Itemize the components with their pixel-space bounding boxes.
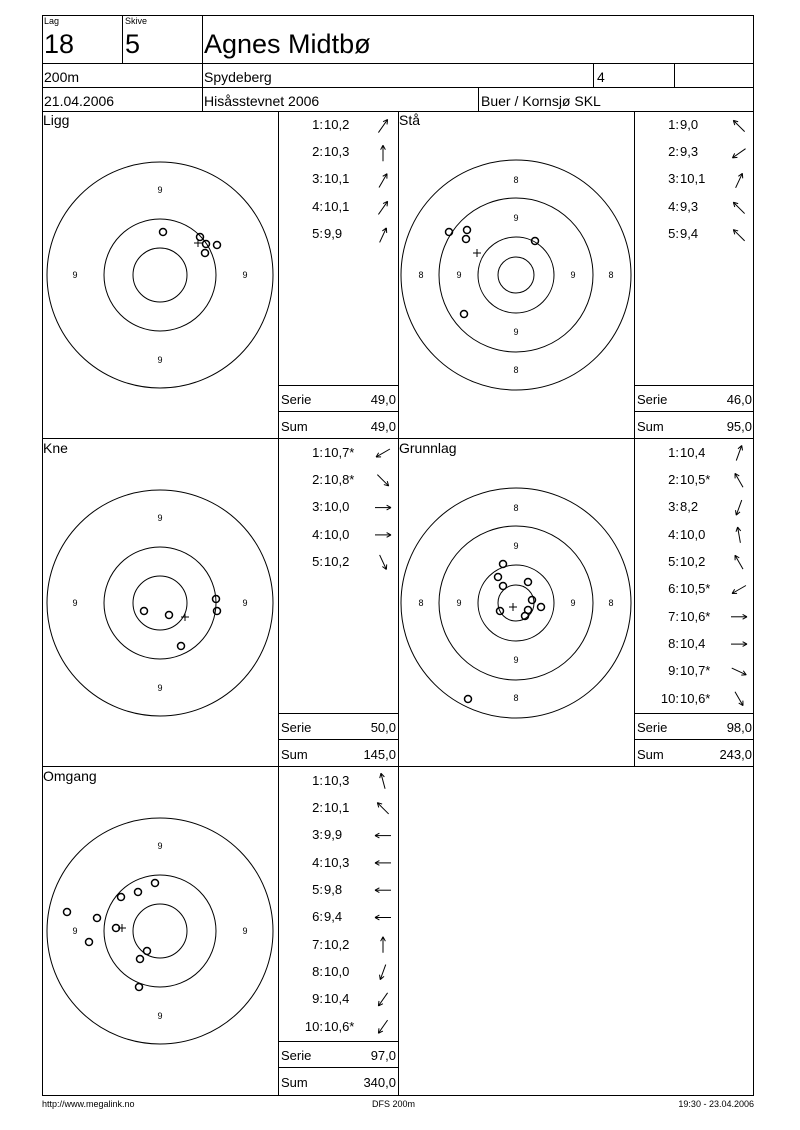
footer-timestamp: 19:30 - 23.04.2006 [678, 1099, 754, 1109]
ring-label: 9 [157, 513, 163, 523]
shooter-name: Agnes Midtbø [204, 29, 371, 59]
direction-arrow-icon [377, 803, 388, 814]
serie-label: Serie [637, 720, 668, 735]
direction-arrow-icon [380, 965, 386, 980]
ring-label: 8 [418, 270, 424, 280]
direction-arrow-icon [378, 1020, 387, 1033]
serie-label: Serie [637, 392, 668, 407]
ring-label: 8 [513, 365, 519, 375]
footer-url[interactable]: http://www.megalink.no [42, 1099, 135, 1109]
sum-label: Sum [281, 419, 308, 434]
club-name: Buer / Kornsjø SKL [481, 93, 601, 109]
ring-label: 9 [72, 270, 78, 280]
direction-arrow-icon [375, 833, 391, 838]
direction-arrow-icon [380, 773, 385, 788]
ring-label: 8 [608, 270, 614, 280]
sum-value: 340,0 [363, 1075, 396, 1090]
skive-label: Skive [125, 16, 148, 26]
sum-value: 145,0 [363, 747, 396, 762]
field-number: 4 [597, 69, 605, 85]
serie-value: 49,0 [370, 392, 396, 407]
ring-label: 9 [513, 327, 519, 337]
distance: 200m [44, 69, 80, 85]
sum-value: 95,0 [726, 419, 752, 434]
ring-label: 9 [513, 655, 519, 665]
ring-label: 8 [418, 598, 424, 608]
stage-title-omgang: Omgang [43, 768, 97, 784]
ring-label: 9 [456, 598, 462, 608]
stage-title-sta: Stå [399, 112, 421, 128]
sum-label: Sum [281, 1075, 308, 1090]
ring-label: 8 [513, 503, 519, 513]
ring-label: 8 [513, 693, 519, 703]
ring-label: 9 [157, 185, 163, 195]
footer-program: DFS 200m [372, 1099, 416, 1109]
ring-label: 9 [157, 683, 163, 693]
serie-label: Serie [281, 392, 312, 407]
ring-label: 9 [157, 841, 163, 851]
location: Spydeberg [204, 69, 272, 85]
date: 21.04.2006 [44, 93, 115, 109]
serie-value: 46,0 [726, 392, 752, 407]
ring-label: 9 [570, 270, 576, 280]
ring-label: 9 [157, 355, 163, 365]
sum-value: 243,0 [719, 747, 752, 762]
lag-label: Lag [44, 16, 60, 26]
serie-label: Serie [281, 1048, 312, 1063]
event-name: Hisåsstevnet 2006 [204, 93, 320, 109]
sum-label: Sum [281, 747, 308, 762]
ring-label: 9 [513, 541, 519, 551]
skive-value: 5 [125, 29, 141, 59]
direction-arrow-icon [375, 888, 391, 893]
ring-label: 9 [242, 270, 248, 280]
direction-arrow-icon [378, 993, 387, 1006]
ring-label: 8 [513, 175, 519, 185]
ring-label: 9 [242, 926, 248, 936]
lag-value: 18 [44, 29, 75, 59]
ring-label: 8 [608, 598, 614, 608]
serie-label: Serie [281, 720, 312, 735]
ring-label: 9 [570, 598, 576, 608]
sum-value: 49,0 [370, 419, 396, 434]
direction-arrow-icon [375, 915, 391, 920]
ring-label: 9 [157, 1011, 163, 1021]
ring-label: 9 [72, 926, 78, 936]
ring-label: 9 [456, 270, 462, 280]
direction-arrow-icon [375, 861, 391, 866]
stage-title-grunnlag: Grunnlag [399, 440, 457, 456]
stage-title-ligg: Ligg [43, 112, 70, 128]
serie-value: 97,0 [370, 1048, 396, 1063]
sum-label: Sum [637, 419, 664, 434]
serie-value: 50,0 [370, 720, 396, 735]
ring-label: 9 [242, 598, 248, 608]
ring-label: 9 [513, 213, 519, 223]
sum-label: Sum [637, 747, 664, 762]
stage-title-kne: Kne [43, 440, 68, 456]
direction-arrow-icon [381, 937, 386, 953]
serie-value: 98,0 [726, 720, 752, 735]
ring-label: 9 [72, 598, 78, 608]
